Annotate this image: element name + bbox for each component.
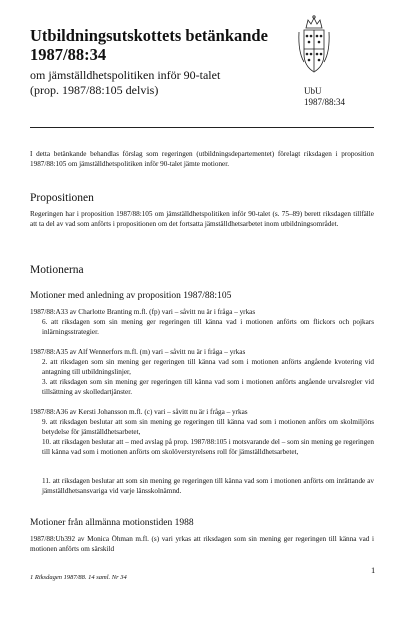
subsection-heading-general-motions: Motioner från allmänna motionstiden 1988 xyxy=(30,518,194,528)
motion-a35-claim-3: 3. att riksdagen som sin mening ger regeringen till känna vad som i motionen anförts angående urvalsregler vid tillsättning av skolledartjänster. xyxy=(42,378,374,396)
document-subtitle xyxy=(30,68,290,98)
motion-a33-heading: 1987/88:A33 av Charlotte Branting m.fl. (fp) vari – såvitt nu är i fråga – yrkas xyxy=(30,308,256,316)
motion-a36-claim-10: 10. att riksdagen beslutar att – med avslag på prop. 1987/88:105 i motsvarande del – som sin mening ge regeringen till känna vad som i motionen anförts om skolöverstyrelsens roll för jämställdhetsarbetet, xyxy=(42,438,374,456)
motion-a33-claim-6: 6. att riksdagen som sin mening ger regeringen till känna vad i motionen anförts om flickors och pojkars inlärningsstrategier. xyxy=(42,318,374,336)
page-number: 1 xyxy=(371,565,376,575)
propositionen-paragraph: Regeringen har i proposition 1987/88:105 om jämställdhetspolitiken inför 90-talet (s. 75–89) berett riksdagen tillfälle att ta del av vad som anförts i propositionen om det fortsatta jämställdhetsarbetet inom utbildningsområdet. xyxy=(30,210,374,228)
header-divider xyxy=(30,127,374,128)
document-code xyxy=(304,86,345,107)
motion-a35-claim-2: 2. att riksdagen som sin mening ger regeringen till känna vad som i motionen anförts angående kvotering vid antagning till utbildningslinjer, xyxy=(42,358,374,376)
document-title: Utbildningsutskottets betänkande 1987/88:34 xyxy=(30,26,268,64)
page-footer: 1 Riksdagen 1987/88. 14 saml. Nr 34 xyxy=(30,574,127,581)
section-heading-motionerna: Motionerna xyxy=(30,264,84,276)
committee-code: UbU xyxy=(304,86,322,96)
motion-a36-claim-9: 9. att riksdagen beslutar att som sin mening ge regeringen till känna vad som i motionen anförs om skolmiljöns betydelse för jämställdhetsarbetet, xyxy=(42,418,374,436)
subtitle-line-2: (prop. 1987/88:105 delvis) xyxy=(30,83,159,97)
motion-a36-heading: 1987/88:A36 av Kersti Johansson m.fl. (c) vari – såvitt nu är i fråga – yrkas xyxy=(30,408,248,416)
subsection-heading-proposition-motions: Motioner med anledning av proposition 1987/88:105 xyxy=(30,291,232,301)
subtitle-line-1: om jämställdhetspolitiken inför 90-talet xyxy=(30,68,221,82)
coat-of-arms-icon xyxy=(296,14,332,76)
motion-ub392-paragraph: 1987/88:Ub392 av Monica Öhman m.fl. (s) vari yrkas att riksdagen som sin mening ger regeringen till känna vad i motionen anförts om särskild xyxy=(30,535,374,553)
report-number: 1987/88:34 xyxy=(304,96,346,107)
section-heading-propositionen: Propositionen xyxy=(30,192,94,204)
motion-a35-heading: 1987/88:A35 av Alf Wennerfors m.fl. (m) vari – såvitt nu är i fråga – yrkas xyxy=(30,348,246,356)
motion-a36-claim-11: 11. att riksdagen beslutar att som sin mening ge regeringen till känna vad som i motionen anförts om inrättande av jämställdhetsansvariga vid varje länsskolnämnd. xyxy=(42,477,374,495)
intro-paragraph: I detta betänkande behandlas förslag som regeringen (utbildningsdepartementet) förelagt riksdagen i proposition 1987/88:105 om jämställdhetspolitiken inför 90-talet jämte motioner. xyxy=(30,150,374,168)
